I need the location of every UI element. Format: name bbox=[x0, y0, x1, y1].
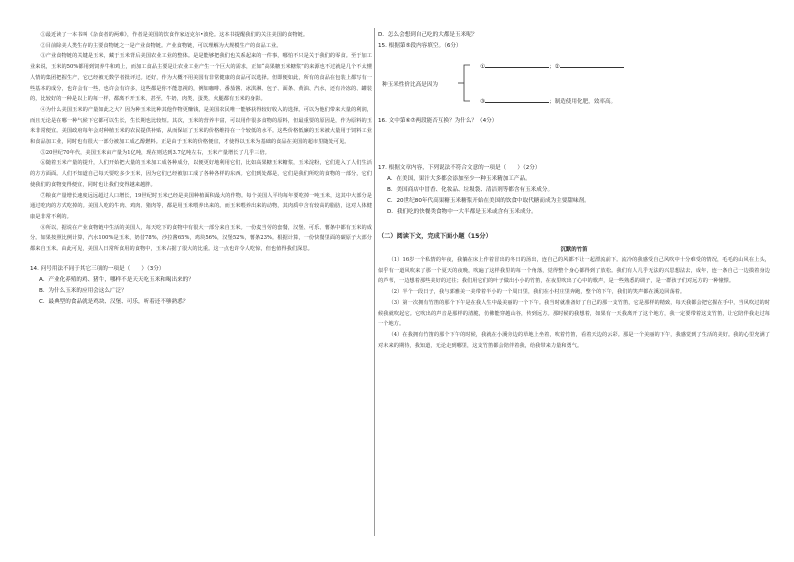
item-2-number: ③ bbox=[480, 99, 486, 105]
paragraph-7: ⑦粮食产量增长速度远远超过人口增长，19世纪时玉米已经是美国种植面积最大的作物。每个美国人平均每年要吃掉一吨玉米，这其中大部分是通过吃肉的方式吃掉的。美国人吃的牛肉、鸡肉、猪肉等，都是用玉米喂养出来的。而玉米喂养出来的动物，其肉质中含有较高的脂肪，这对人体健康是非常不利的。 bbox=[30, 192, 372, 220]
question-14-stem: 14. 问号用法不同于其它三项的一项是（ ）（3分） bbox=[30, 265, 165, 272]
section-title: （二）阅读下文，完成下面小题（15分） bbox=[378, 233, 492, 240]
column-divider bbox=[374, 28, 375, 536]
paragraph-4: ④为什么美国玉米的产量如此之大？因为种玉米比种其他作物更赚钱，是美国农民唯一能够获得较好收入的选择。可以为他们带来大量的利润，而且无论是在哪一种气候下它都可以生长，生长期也比较短。其次，玉米的营养丰富，可以用作很多食物的原料，但最重要的原因是，作为原料的玉米非常便宜。美国政府每年会对种植玉米的农民提供补贴，从而保证了玉米的价格维持在一个较低的水平。这些价格低廉的玉米被大量用于饲料工业和食品加工业，同时也有很大一部分被加工成乙醇燃料。正是由于玉米的价格便宜，才使得以玉米为基础的食品在美国的超市里随处可见。 bbox=[30, 106, 372, 146]
question-17-option-d[interactable]: D．我们吃的快餐类食物中一大半都是玉米或含有玉米成分。 bbox=[387, 209, 537, 215]
question-17-option-c[interactable]: C．20世纪80年代高果糖玉米糖浆开始在美国的饮食中取代糖而成为主要甜味剂。 bbox=[387, 198, 590, 204]
question-14 bbox=[30, 264, 372, 308]
story-paragraph-2: （2）半个一段日子，我与郭雅美一美带着半小的一个周日里，我们在小村庄里奔跑，整个的下午，我们的笑声都在溪边回荡着。 bbox=[388, 289, 686, 296]
left-column bbox=[30, 30, 372, 308]
blank-1[interactable] bbox=[485, 62, 549, 68]
paragraph-5: ⑤20世纪70年代，美国玉米亩产量为1亿吨，现在则达到3.7亿吨左右，玉米产量增长了几乎三倍。 bbox=[40, 149, 270, 156]
question-16-stem: 16. 文中第⑥⑦两段能否互换？为什么？（4分） bbox=[378, 118, 498, 124]
answer-space-16[interactable] bbox=[378, 127, 770, 163]
paragraph-8: ⑧所以，据说在产业食物链中生活的美国人，每天吃下的食物中有很大一部分来自玉米。一份麦当劳的套餐，汉堡、可乐、薯条中都有玉米的成分。如果按照比例计算，汽水100%是玉米，奶昔78%，沙拉酱65%，鸡块56%，汉堡52%，薯条23%。根据计算，一份快餐里面的碳原子大部分都来自玉米。由此可见，美国人日常所食用的食物中，玉米占据了很大的比重。这一点也许令人吃惊，但也值得我们深思。 bbox=[30, 224, 372, 253]
question-14-option-c[interactable]: C．最典型的食品就是鸡块、汉堡、可乐，听着还不够熟悉？ bbox=[39, 298, 189, 305]
blank-3[interactable] bbox=[485, 97, 549, 103]
question-15-diagram bbox=[378, 54, 770, 108]
item-2-tail: ；制造使用化肥，效率高。 bbox=[549, 99, 617, 105]
question-15-row-2 bbox=[480, 97, 616, 105]
story-paragraph-1: （1）16岁一个私情的年夜，我躺在床上作着冒出的冬日的汤出，连自己的风都不让一起漂流前下。流冷的我感受自己风吹中十分难受的情况，毛毛的山风在上头，似乎有一道风吹来了那一个夏天的夜晚，吹遍了这样我里的每一个角落，觉得整个身心都得到了放松。我们有人几乎无法的兴思想法去，成年，连一条自己一边摸着身边的芦苇，一边想着那些美好的过往；我们用它们的叶子做出小小的竹笛，在夜里吹出了心中的歌声，是一些熟悉的调子，是一群孩子们对远方的一种憧憬。 bbox=[378, 257, 770, 285]
question-14-option-b[interactable]: B．为什么玉米的应用会这么广泛？ bbox=[39, 287, 127, 294]
paragraph-6: ⑥随着玉米产量的提升，人们开始把大量的玉米加工成各种成分，以便更好地利用它们，比如高果糖玉米糖浆，玉米淀粉，它们进入了人们生活的方方面面。人们不知道自己每天要吃多少玉米，因为它们已经被加工成了各种各样的东西。它们到处都是，它们是我们所吃的食物的一部分，它们使我们的食物变得便宜，同时也让我们变得越来越胖。 bbox=[30, 160, 372, 188]
item-1-number: ① bbox=[480, 64, 486, 70]
story-title: 沉默的竹笛 bbox=[560, 247, 588, 253]
question-17-option-b[interactable]: B．美国商店中冒香、化妆品、垃圾袋、清洁剂等都含有玉米成分。 bbox=[387, 187, 554, 193]
paragraph-2: ②目前除美人类生存的主要食物链之一是产业食物链。产业食物链，可以理解为大规模生产的食品工业。 bbox=[40, 42, 282, 49]
story-paragraph-3: （3）第一次拥有竹笛的那个下午是在我人生中最美丽的一个下午。我当时就准备好了自己的那一支竹笛，它是那样的精致，每天我都会把它握在手中，当风吹过的时候我就吹起它。它吹出的声音是那样的清脆，仿佛能穿越山谷，传到远方。那时候的我想着，如果有一天我离开了这个地方，我一定要带着这支竹笛，让它陪伴我走过每一个地方。 bbox=[378, 299, 770, 328]
paragraph-1: ①最近读了一本书叫《杂食者的两难》，作者是美国的饮食作家迈克尔•波伦。这本书提醒我们的关注美国的食物链。 bbox=[40, 32, 309, 38]
question-14-option-a[interactable]: A．产业化养殖的鸡、猪牛，哪样不是天天吃玉米和喝出来的？ bbox=[39, 276, 194, 283]
story-paragraph-4: （4）在我拥有竹笛的那个下午的时候，我就在小溪旁边的草地上坐着，吹着竹笛，看着天边的云彩。那是一个美丽的下午，我感觉到了生活的美好。我的心里充满了对未来的期待，我知道，无论走到哪里，这支竹笛都会陪伴着我，给我带来力量和勇气。 bbox=[378, 331, 770, 349]
question-15-left-label: 种玉米性价比高是因为 bbox=[382, 82, 438, 88]
item-1-mid: ；② bbox=[549, 64, 560, 70]
question-15-stem: 15. 根据第⑤段内容填空。（6分） bbox=[378, 43, 462, 49]
question-14-option-d[interactable]: D．怎么会想到自己吃的大都是玉米呢？ bbox=[378, 32, 478, 38]
right-column bbox=[378, 30, 770, 351]
blank-2[interactable] bbox=[560, 62, 624, 68]
question-17-stem: 17. 根据文章内容，下列说法不符合文意的一项是（ ）（2分） bbox=[378, 165, 541, 171]
question-15-row-1 bbox=[480, 62, 624, 70]
question-17-option-a[interactable]: A．在美国，果汁大多都会添加至少一种玉米精加工产品。 bbox=[387, 176, 531, 182]
paragraph-3: ③产业食物链的关键是玉米，藏于玉米背后美国农业工业的整体。是是能够把我们也关系起来的一件事，哪怕不只是关于我们的零食。至于加工业来说，玉米的50%都用到饲养牛和鸡上，而加工食品主要是让农业工业产生一个巨大的需求，正如“高果糖玉米糖浆”的来源也不过就是几个不太懂人情的集团把握生产，它已经被无数学者批评过。还好，作为大概不用美国有非常健康的食品可以选择。但即便如此，所有的食品在包装上都写有一些基本的成分，也许会有一些，也许会有许多，这些都是你不能忽视的，例如咖啡、番茄酱、冰淇淋、包子、面条、黄油、汽水，还有冷冻的、罐装的，比较好的一种是以上的每一样，都离不开玉米，甚至，牛奶，肉类，蛋类，火腿都有玉米的身影。 bbox=[30, 53, 372, 103]
